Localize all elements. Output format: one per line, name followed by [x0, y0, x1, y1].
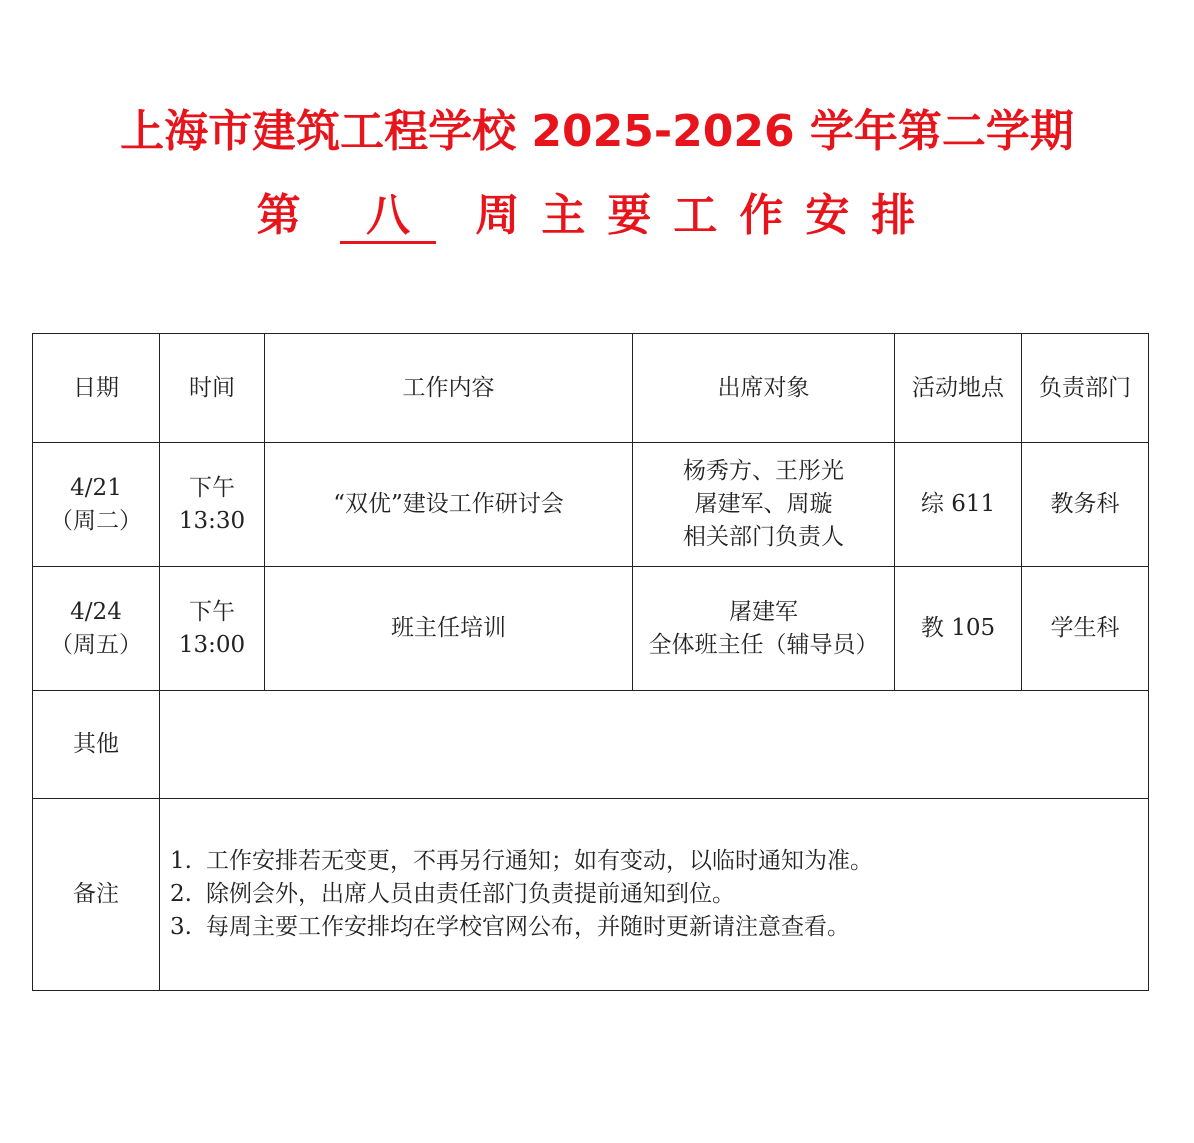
- notes-row: [33, 799, 1149, 991]
- header-time: 时间: [160, 334, 265, 443]
- notes-label: 备注: [33, 799, 160, 991]
- schedule-table: [32, 333, 1149, 991]
- header-content: 工作内容: [265, 334, 633, 443]
- other-label: 其他: [33, 691, 160, 799]
- header-location: 活动地点: [895, 334, 1022, 443]
- cell-content: 班主任培训: [265, 567, 633, 691]
- notes-content: [160, 799, 1149, 991]
- other-row: [33, 691, 1149, 799]
- cell-time: 下午 13:00: [160, 567, 265, 691]
- note-item: 3. 每周主要工作安排均在学校官网公布，并随时更新请注意查看。: [170, 914, 850, 940]
- table-row: [33, 443, 1149, 567]
- cell-department: 教务科: [1022, 443, 1149, 567]
- page-subtitle: [0, 188, 1194, 244]
- subtitle-suffix: 周主要工作安排: [475, 190, 938, 241]
- header-department: 负责部门: [1022, 334, 1149, 443]
- cell-date: 4/24 （周五）: [33, 567, 160, 691]
- cell-department: 学生科: [1022, 567, 1149, 691]
- cell-attendees: 杨秀方、王彤光 屠建军、周璇 相关部门负责人: [633, 443, 895, 567]
- table-header-row: [33, 334, 1149, 443]
- page-title: 上海市建筑工程学校 2025-2026 学年第二学期: [120, 106, 1074, 157]
- header-date: 日期: [33, 334, 160, 443]
- table-row: [33, 567, 1149, 691]
- header-attendees: 出席对象: [633, 334, 895, 443]
- note-item: 1. 工作安排若无变更，不再另行通知；如有变动，以临时通知为准。: [170, 848, 873, 874]
- cell-date: 4/21 （周二）: [33, 443, 160, 567]
- cell-attendees: 屠建军 全体班主任（辅导员）: [633, 567, 895, 691]
- cell-content: “双优”建设工作研讨会: [265, 443, 633, 567]
- cell-location: 综 611: [895, 443, 1022, 567]
- note-item: 2. 除例会外，出席人员由责任部门负责提前通知到位。: [170, 881, 735, 907]
- subtitle-prefix: 第: [256, 190, 323, 241]
- week-number: 八: [340, 191, 436, 244]
- cell-location: 教 105: [895, 567, 1022, 691]
- cell-time: 下午 13:30: [160, 443, 265, 567]
- other-value: [160, 691, 1149, 799]
